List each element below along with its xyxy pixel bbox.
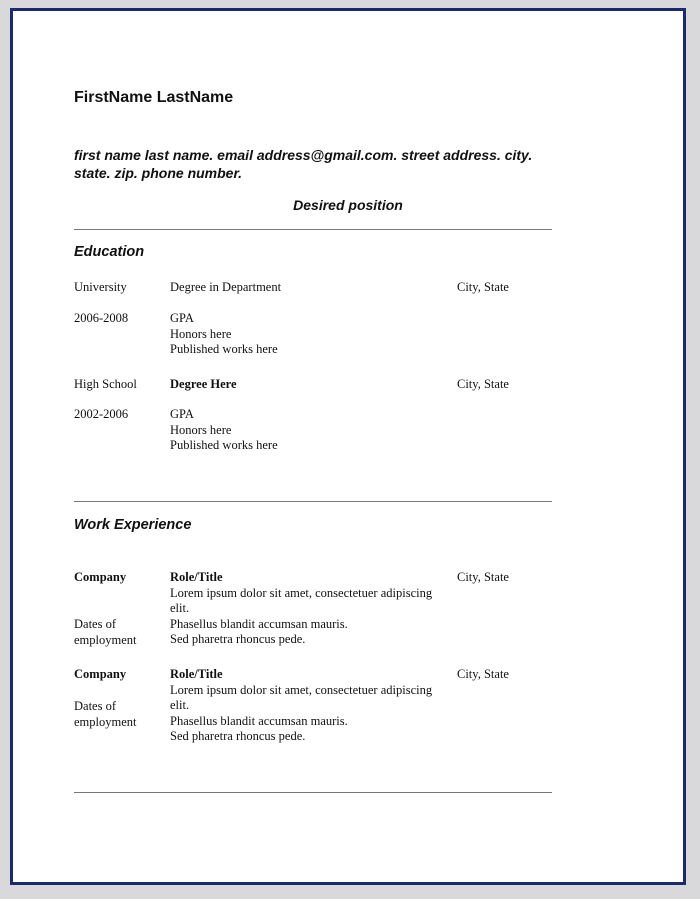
work-dates-line: Dates of xyxy=(74,699,116,713)
work-heading: Work Experience xyxy=(74,517,192,533)
education-location: City, State xyxy=(457,377,509,391)
work-dates-line: employment xyxy=(74,632,137,647)
education-location: City, State xyxy=(457,280,509,294)
work-desc-line: Phasellus blandit accumsan mauris. xyxy=(170,713,348,728)
education-details xyxy=(170,407,278,454)
contact-line-1: first name last name. email address@gmail.com. street address. city. xyxy=(74,147,533,163)
work-desc-line: Lorem ipsum dolor sit amet, consectetuer adipiscing xyxy=(170,585,433,600)
education-detail: GPA xyxy=(170,407,194,421)
education-detail: GPA xyxy=(170,311,194,325)
contact-info xyxy=(74,146,614,182)
desired-position: Desired position xyxy=(293,197,403,213)
work-desc-line: elit. xyxy=(170,601,190,615)
education-years: 2006-2008 xyxy=(74,311,129,325)
resume-page xyxy=(10,8,686,885)
contact-line-2: state. zip. phone number. xyxy=(74,165,243,181)
education-detail: Honors here xyxy=(170,326,232,341)
work-dates-line: Dates of xyxy=(74,617,116,631)
education-degree: Degree in Department xyxy=(170,280,282,294)
work-dates-line: employment xyxy=(74,714,137,729)
education-detail: Published works here xyxy=(170,438,278,452)
work-dates xyxy=(74,617,137,648)
work-company: Company xyxy=(74,667,127,681)
work-location: City, State xyxy=(457,570,509,584)
education-detail: Honors here xyxy=(170,422,232,437)
education-heading: Education xyxy=(74,244,145,260)
education-school: High School xyxy=(74,377,137,391)
divider-bottom xyxy=(74,792,552,793)
education-details xyxy=(170,311,278,358)
work-desc-line: Sed pharetra rhoncus pede. xyxy=(170,729,306,743)
work-description xyxy=(170,667,432,745)
work-dates xyxy=(74,699,137,730)
education-degree: Degree Here xyxy=(170,377,237,391)
full-name: FirstName LastName xyxy=(74,89,234,106)
education-years: 2002-2006 xyxy=(74,407,129,421)
work-description xyxy=(170,570,432,648)
education-detail: Published works here xyxy=(170,342,278,356)
work-desc-line: elit. xyxy=(170,698,190,712)
divider-top xyxy=(74,229,552,230)
work-desc-line: Phasellus blandit accumsan mauris. xyxy=(170,616,348,631)
education-school: University xyxy=(74,280,127,294)
work-company: Company xyxy=(74,570,127,584)
work-role: Role/Title xyxy=(170,570,223,584)
work-desc-line: Sed pharetra rhoncus pede. xyxy=(170,632,306,646)
divider-middle xyxy=(74,501,552,502)
work-desc-line: Lorem ipsum dolor sit amet, consectetuer adipiscing xyxy=(170,682,433,697)
work-role: Role/Title xyxy=(170,667,223,681)
work-location: City, State xyxy=(457,667,509,681)
